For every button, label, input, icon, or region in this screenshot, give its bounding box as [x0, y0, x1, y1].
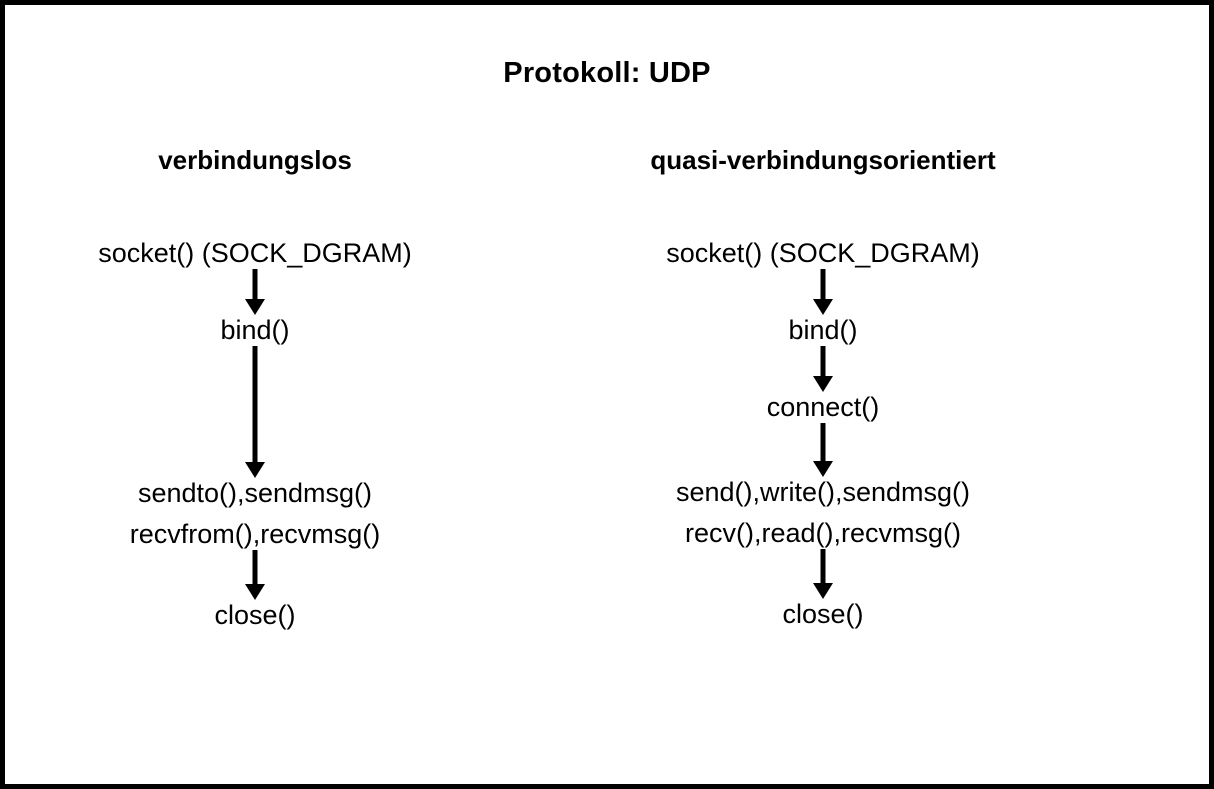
column-quasi-verbindungsorientiert [573, 145, 1073, 631]
arrow-connect-to-send [803, 423, 843, 477]
arrow-bind-to-send [235, 346, 275, 478]
step-close: close() [214, 600, 296, 631]
step-socket: socket() (SOCK_DGRAM) [98, 238, 412, 269]
arrow-recv-to-close [235, 550, 275, 600]
step-bind: bind() [220, 315, 290, 346]
step-send: send(),write(),sendmsg() [675, 477, 971, 508]
step-sendto: sendto(),sendmsg() [137, 478, 373, 509]
column-verbindungslos [5, 145, 505, 631]
page-title: Protokoll: UDP [503, 57, 711, 89]
step-connect: connect() [766, 392, 880, 423]
arrow-socket-to-bind [803, 269, 843, 315]
step-socket: socket() (SOCK_DGRAM) [666, 238, 980, 269]
step-bind: bind() [788, 315, 858, 346]
arrow-socket-to-bind [235, 269, 275, 315]
step-recvfrom: recvfrom(),recvmsg() [129, 519, 381, 550]
column-heading: quasi-verbindungsorientiert [650, 145, 996, 175]
diagram-columns [5, 145, 1209, 631]
arrow-recv-to-close [803, 549, 843, 599]
arrow-bind-to-connect [803, 346, 843, 392]
column-heading: verbindungslos [158, 145, 352, 175]
step-close: close() [782, 599, 864, 630]
step-recv: recv(),read(),recvmsg() [684, 518, 961, 549]
